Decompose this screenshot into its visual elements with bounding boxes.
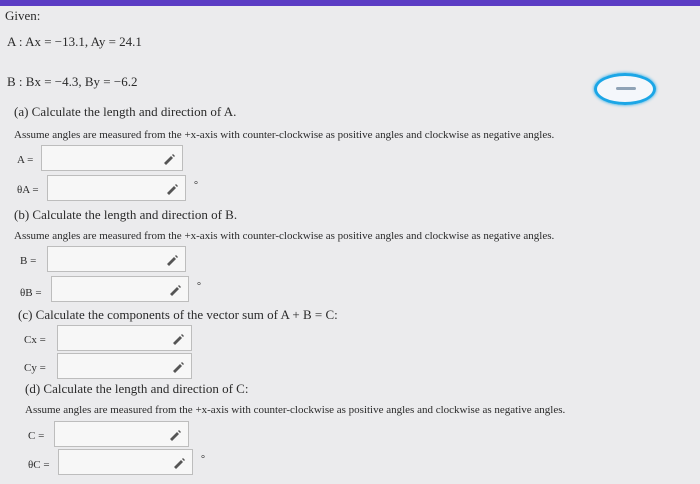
degree-symbol: ° (197, 281, 201, 292)
part-a-note: Assume angles are measured from the +x-axis with counter-clockwise as positive angles and clockwise as negative angles. (14, 129, 555, 141)
degree-symbol: ° (194, 180, 198, 191)
pencil-icon[interactable] (162, 152, 176, 166)
pencil-icon[interactable] (165, 253, 179, 267)
degree-symbol: ° (201, 454, 205, 465)
part-b-angle-label: θB = (20, 287, 42, 299)
part-d-angle-label: θC = (28, 459, 50, 471)
b-angle-input[interactable] (51, 276, 189, 302)
vector-a-components: A : Ax = −13.1, Ay = 24.1 (7, 34, 142, 49)
part-a-prompt: (a) Calculate the length and direction of A. (14, 104, 237, 119)
part-d-prompt: (d) Calculate the length and direction of C: (25, 381, 249, 396)
vector-b-components: B : Bx = −4.3, By = −6.2 (7, 74, 138, 89)
part-b-note: Assume angles are measured from the +x-axis with counter-clockwise as positive angles and clockwise as negative angles. (14, 230, 555, 242)
floating-blob-icon (594, 73, 656, 105)
a-angle-input[interactable] (47, 175, 186, 201)
cy-input[interactable] (57, 353, 192, 379)
part-c-cy-label: Cy = (24, 362, 46, 374)
cx-input[interactable] (57, 325, 192, 351)
part-d-length-label: C = (28, 430, 45, 442)
c-angle-input[interactable] (58, 449, 193, 475)
part-a-angle-label: θA = (17, 184, 39, 196)
part-a-length-label: A = (17, 154, 34, 166)
part-b-prompt: (b) Calculate the length and direction of B. (14, 207, 238, 222)
b-length-input[interactable] (47, 246, 186, 272)
c-length-input[interactable] (54, 421, 189, 447)
pencil-icon[interactable] (168, 283, 182, 297)
given-heading: Given: (5, 8, 41, 23)
part-c-cx-label: Cx = (24, 334, 46, 346)
top-accent-bar (0, 0, 700, 6)
pencil-icon[interactable] (168, 428, 182, 442)
pencil-icon[interactable] (172, 456, 186, 470)
pencil-icon[interactable] (171, 332, 185, 346)
part-c-prompt: (c) Calculate the components of the vector sum of A + B = C: (18, 307, 338, 322)
a-length-input[interactable] (41, 145, 183, 171)
pencil-icon[interactable] (165, 182, 179, 196)
part-b-length-label: B = (20, 255, 37, 267)
pencil-icon[interactable] (171, 360, 185, 374)
part-d-note: Assume angles are measured from the +x-axis with counter-clockwise as positive angles and clockwise as negative angles. (25, 404, 566, 416)
